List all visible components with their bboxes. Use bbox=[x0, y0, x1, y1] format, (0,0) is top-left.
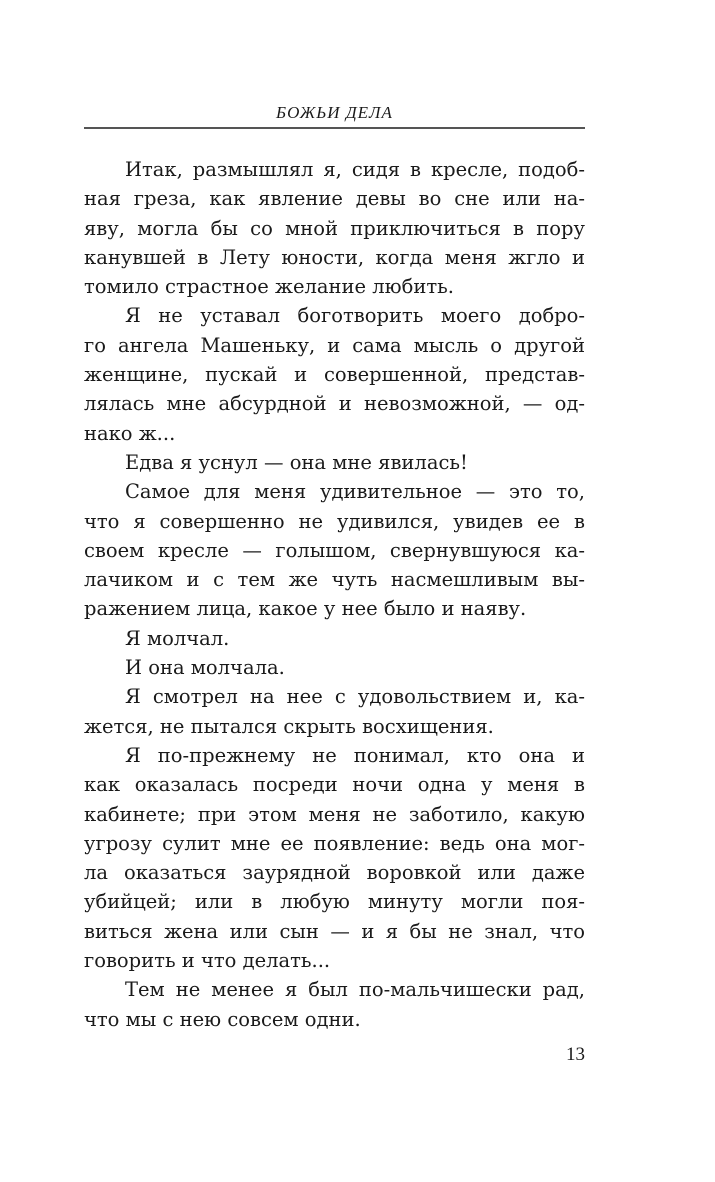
text-line: го ангела Машеньку, и сама мысль о другой bbox=[84, 333, 585, 357]
paragraph bbox=[84, 448, 585, 477]
paragraph bbox=[84, 741, 585, 975]
text-line: томило страстное желание любить. bbox=[84, 275, 454, 299]
text-line: женщине, пускай и совершенной, представ- bbox=[84, 363, 585, 387]
text-line: Итак, размышлял я, сидя в кресле, подоб- bbox=[125, 158, 585, 181]
text-line: Я смотрел на нее с удовольствием и, ка- bbox=[125, 685, 585, 709]
text-line: кабинете; при этом меня не заботило, какую bbox=[84, 802, 585, 826]
paragraph bbox=[84, 477, 585, 623]
text-line: нако ж... bbox=[84, 421, 176, 445]
text-line: как оказалась посреди ночи одна у меня в bbox=[84, 773, 585, 797]
text-line: говорить и что делать... bbox=[84, 949, 331, 973]
paragraph bbox=[84, 653, 585, 682]
text-line: своем кресле — голышом, свернувшуюся ка- bbox=[84, 538, 585, 562]
text-line: ражением лица, какое у нее было и наяву. bbox=[84, 597, 527, 621]
text-line: виться жена или сын — и я бы не знал, что bbox=[84, 919, 585, 943]
paragraph bbox=[84, 624, 585, 653]
text-line: ная греза, как явление девы во сне или на- bbox=[84, 187, 585, 211]
text-line: лачиком и с тем же чуть насмешливым вы- bbox=[84, 568, 585, 592]
paragraph bbox=[84, 975, 585, 1034]
text-line: Я не уставал боготворить моего добро- bbox=[125, 304, 585, 328]
text-line: лялась мне абсурдной и невозможной, — од- bbox=[84, 392, 585, 416]
text-line: угрозу сулит мне ее появление: ведь она мог- bbox=[84, 831, 585, 855]
text-line: Я молчал. bbox=[125, 626, 230, 650]
text-line: Едва я уснул — она мне явилась! bbox=[125, 450, 468, 474]
text-line: что я совершенно не удивился, увидев ее в bbox=[84, 509, 585, 533]
text-line: убийцей; или в любую минуту могли поя- bbox=[84, 890, 585, 914]
page-number: 13 bbox=[566, 1044, 585, 1065]
header-rule bbox=[84, 127, 585, 129]
text-line: Самое для меня удивительное — это то, bbox=[125, 480, 585, 504]
paragraph bbox=[84, 301, 585, 447]
text-line: И она молчала. bbox=[125, 656, 285, 680]
text-line: Тем не менее я был по-мальчишески рад, bbox=[125, 978, 585, 1002]
running-header: БОЖЬИ ДЕЛА bbox=[276, 103, 393, 122]
paragraph bbox=[84, 155, 585, 301]
text-line: жется, не пытался скрыть восхищения. bbox=[84, 714, 494, 738]
body-text bbox=[84, 155, 585, 1034]
text-line: канувшей в Лету юности, когда меня жгло и bbox=[84, 245, 585, 269]
text-line: Я по-прежнему не понимал, кто она и bbox=[125, 743, 585, 767]
text-line: яву, могла бы со мной приключиться в пору bbox=[84, 216, 585, 240]
text-line: что мы с нею совсем одни. bbox=[84, 1007, 361, 1031]
text-line: ла оказаться заурядной воровкой или даже bbox=[84, 861, 585, 885]
paragraph bbox=[84, 682, 585, 741]
